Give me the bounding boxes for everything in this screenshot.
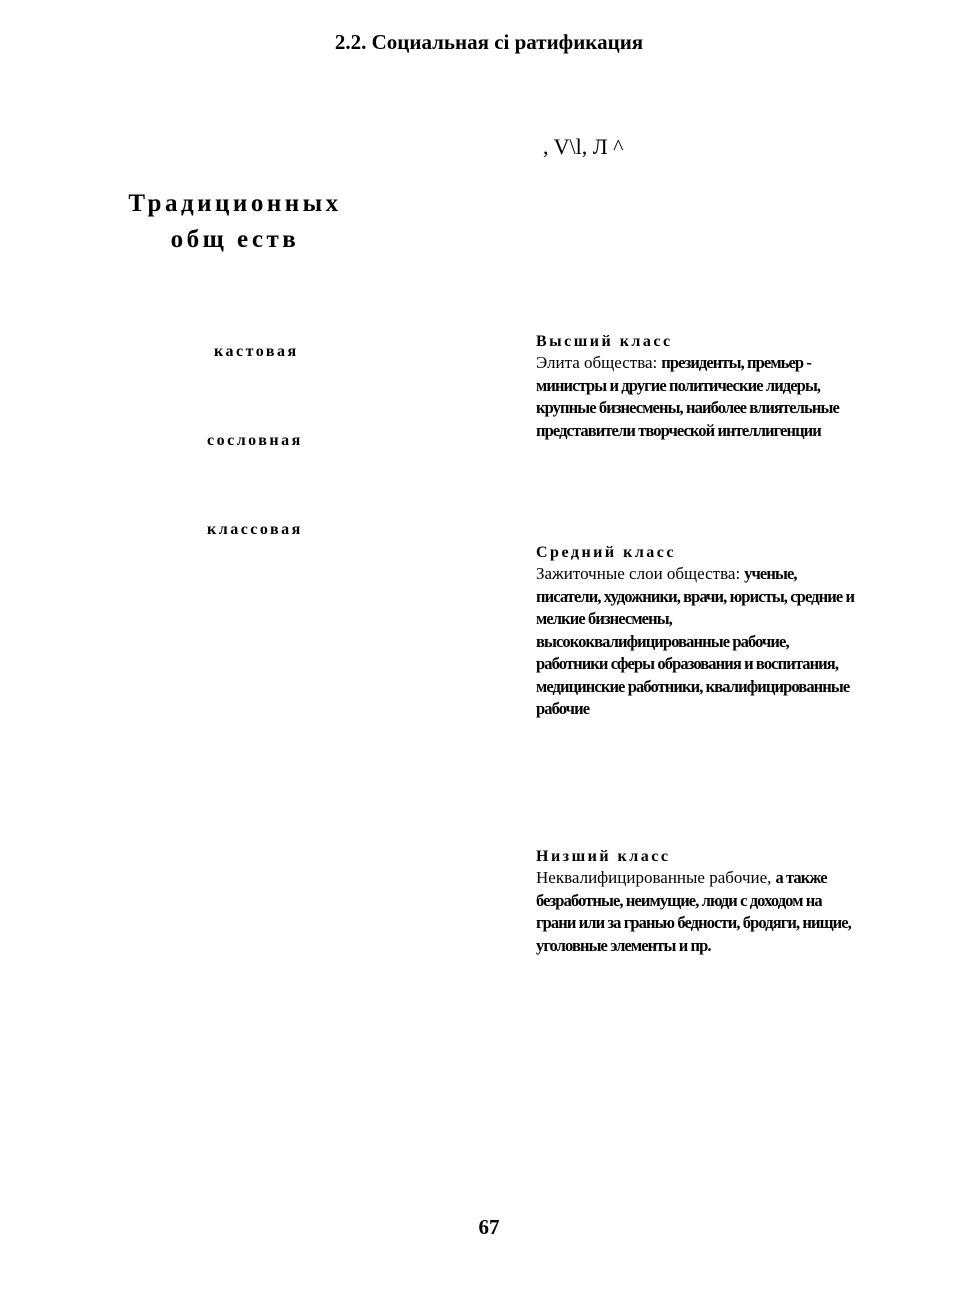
class-description: [536, 352, 856, 442]
class-detail: а также безработные, неимущие, люди с доходом на грани или за гранью бедности, бродяги, нищие, уголовные элементы и пр.: [536, 868, 851, 955]
upper-class-block: [536, 331, 856, 442]
scan-artifact-text: , V\l, Л ^: [543, 134, 624, 159]
page-number: 67: [478, 1215, 500, 1239]
class-detail: президенты, премьер - министры и другие политические лидеры, крупные бизнесмены, наиболее влиятельные представители творческой интеллигенции: [536, 353, 839, 440]
class-lead: Неквалифицированные рабочие,: [536, 868, 772, 887]
stratification-type-estate: сословная: [207, 432, 303, 449]
page-title: 2.2. Социальная сі ратификация: [334, 30, 644, 54]
class-title: Высший класс: [536, 333, 673, 350]
traditional-societies-heading: [95, 186, 375, 258]
class-description: [536, 867, 856, 957]
lower-class-block: [536, 846, 856, 957]
stratification-type-caste: кастовая: [214, 343, 299, 360]
class-detail: ученые, писатели, художники, врачи, юристы, средние и мелкие бизнесмены, высококвалифицированные рабочие, работники сферы образования и воспитания, медицинские работники, квалифицированные рабочие: [536, 564, 855, 718]
middle-class-block: [536, 542, 856, 721]
class-lead: Элита общества:: [536, 353, 658, 372]
heading-line-1: Традиционных: [128, 190, 342, 217]
class-lead: Зажиточные слои общества:: [536, 564, 741, 583]
stratification-type-class: классовая: [207, 521, 303, 538]
class-description: [536, 563, 856, 721]
class-title: Средний класс: [536, 544, 676, 561]
heading-line-2: общ еств: [170, 226, 300, 253]
class-title: Низший класс: [536, 848, 671, 865]
